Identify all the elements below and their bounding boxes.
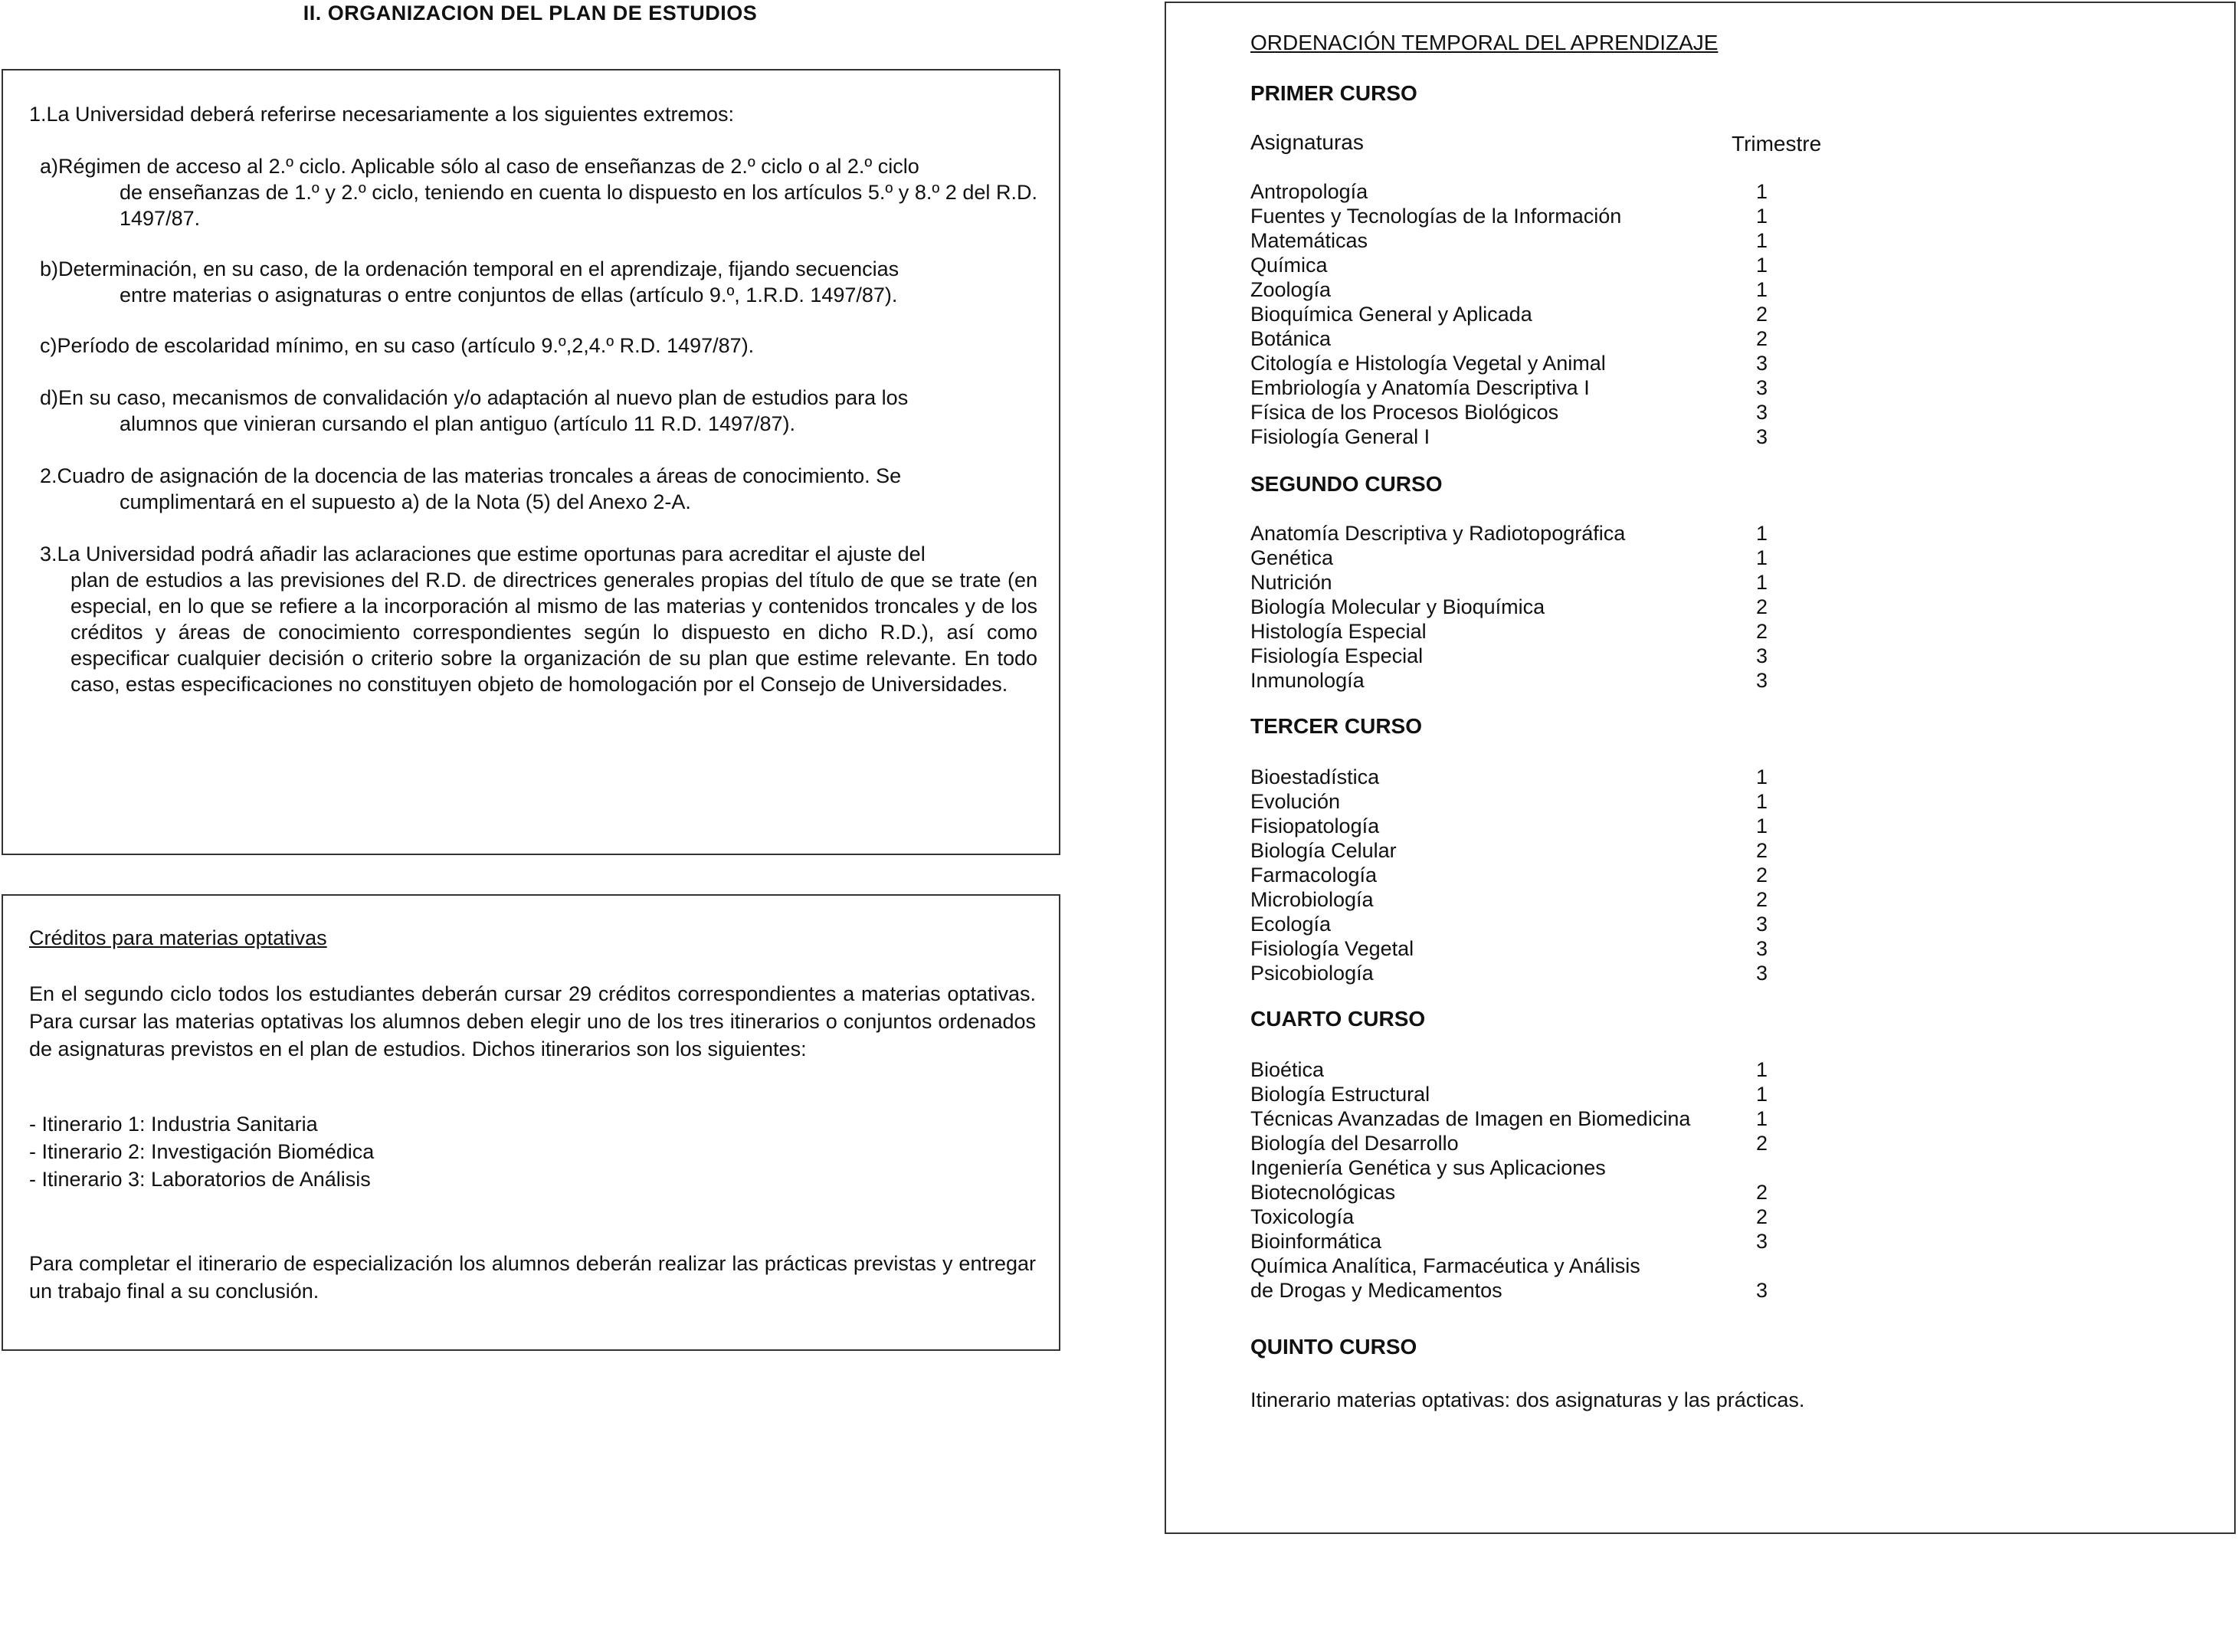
course-name: Bioética bbox=[1250, 1058, 1325, 1081]
table-row bbox=[1250, 326, 1833, 351]
table-row bbox=[1250, 668, 1833, 693]
course-name: Biología Molecular y Bioquímica bbox=[1250, 595, 1545, 618]
table-row bbox=[1250, 595, 1833, 619]
column-header-subject: Asignaturas bbox=[1250, 130, 1364, 154]
course-name: Zoología bbox=[1250, 278, 1332, 301]
course-name: Biotecnológicas bbox=[1250, 1181, 1396, 1204]
course-term: 2 bbox=[1756, 1132, 1768, 1155]
table-row bbox=[1250, 1106, 1833, 1131]
itinerary-list bbox=[29, 1110, 374, 1193]
course-name: Botánica bbox=[1250, 327, 1332, 350]
course-name: Microbiología bbox=[1250, 888, 1374, 911]
optional-credits-conclusion: Para completar el itinerario de especialización los alumnos deberán realizar las prácticas previstas y entregar un trabajo final a su conclusión. bbox=[29, 1252, 1036, 1303]
course-term: 1 bbox=[1756, 571, 1768, 594]
course-list-year-2 bbox=[1250, 521, 1833, 693]
course-term bbox=[1756, 1155, 1833, 1180]
course-list-year-3 bbox=[1250, 765, 1833, 985]
table-row bbox=[1250, 1155, 1833, 1180]
course-name: Citología e Histología Vegetal y Animal bbox=[1250, 352, 1606, 375]
table-row bbox=[1250, 961, 1833, 985]
table-row bbox=[1250, 1229, 1833, 1254]
year-heading-4: CUARTO CURSO bbox=[1250, 1007, 1426, 1031]
table-row bbox=[1250, 912, 1833, 936]
course-name: Evolución bbox=[1250, 790, 1341, 813]
table-row bbox=[1250, 179, 1833, 204]
table-row bbox=[1250, 351, 1833, 375]
table-row bbox=[1250, 936, 1833, 961]
table-row bbox=[1250, 424, 1833, 449]
course-name: Fisiología Vegetal bbox=[1250, 937, 1414, 960]
course-term: 1 bbox=[1756, 815, 1768, 837]
table-row bbox=[1250, 765, 1833, 789]
course-name: Química Analítica, Farmacéutica y Análisis bbox=[1250, 1254, 1640, 1277]
course-name: Biología del Desarrollo bbox=[1250, 1132, 1459, 1155]
course-term: 1 bbox=[1756, 790, 1768, 813]
course-term: 3 bbox=[1756, 425, 1768, 448]
course-name: Farmacología bbox=[1250, 864, 1378, 887]
table-row bbox=[1250, 228, 1833, 253]
course-name: Histología Especial bbox=[1250, 620, 1427, 643]
course-name: Embriología y Anatomía Descriptiva I bbox=[1250, 376, 1590, 399]
table-row bbox=[1250, 570, 1833, 595]
course-term: 3 bbox=[1756, 669, 1768, 692]
course-name: Bioestadística bbox=[1250, 765, 1380, 788]
course-term: 1 bbox=[1756, 229, 1768, 252]
course-name: Psicobiología bbox=[1250, 962, 1374, 985]
course-term: 3 bbox=[1756, 937, 1768, 960]
table-row bbox=[1250, 644, 1833, 668]
course-term: 2 bbox=[1756, 303, 1768, 326]
requirement-continuation: de enseñanzas de 1.º y 2.º ciclo, teniendo en cuenta lo dispuesto en los artículos 5.º y 8.º 2 del R.D. 1497/87. bbox=[120, 181, 1037, 230]
course-name: Ingeniería Genética y sus Aplicaciones bbox=[1250, 1156, 1606, 1179]
course-term: 1 bbox=[1756, 1083, 1768, 1106]
course-name: Inmunología bbox=[1250, 669, 1365, 692]
table-row bbox=[1250, 253, 1833, 277]
table-row bbox=[1250, 863, 1833, 887]
table-row bbox=[1250, 814, 1833, 838]
table-row bbox=[1250, 1254, 1833, 1278]
requirement-item-2 bbox=[40, 463, 1037, 515]
requirement-continuation: entre materias o asignaturas o entre conjuntos de ellas (artículo 9.º, 1.R.D. 1497/87). bbox=[120, 284, 898, 306]
requirement-lead: 3.La Universidad podrá añadir las aclaraciones que estime oportunas para acreditar el ajuste del bbox=[40, 542, 926, 565]
course-name: Física de los Procesos Biológicos bbox=[1250, 401, 1559, 424]
course-term: 1 bbox=[1756, 180, 1768, 203]
course-term: 3 bbox=[1756, 644, 1768, 667]
table-row bbox=[1250, 838, 1833, 863]
list-item: - Itinerario 3: Laboratorios de Análisis bbox=[29, 1168, 371, 1191]
table-row bbox=[1250, 887, 1833, 912]
course-name: Matemáticas bbox=[1250, 229, 1368, 252]
course-term bbox=[1756, 1254, 1833, 1278]
course-term: 3 bbox=[1756, 962, 1768, 985]
optional-credits-panel bbox=[2, 894, 1060, 1351]
requirement-item-a bbox=[40, 153, 1037, 231]
column-header-term: Trimestre bbox=[1732, 132, 1822, 156]
course-term: 1 bbox=[1756, 205, 1768, 228]
course-term: 2 bbox=[1756, 620, 1768, 643]
schedule-panel bbox=[1165, 2, 2236, 1534]
table-row bbox=[1250, 1057, 1833, 1082]
course-name: Fisiología General I bbox=[1250, 425, 1430, 448]
table-row bbox=[1250, 1082, 1833, 1106]
course-name: Química bbox=[1250, 254, 1328, 277]
table-row bbox=[1250, 1205, 1833, 1229]
course-term: 1 bbox=[1756, 254, 1768, 277]
requirements-intro: 1.La Universidad deberá referirse necesariamente a los siguientes extremos: bbox=[29, 103, 734, 126]
course-term: 1 bbox=[1756, 1107, 1768, 1130]
course-name: Toxicología bbox=[1250, 1205, 1355, 1228]
table-row bbox=[1250, 400, 1833, 424]
course-term: 2 bbox=[1756, 1181, 1768, 1204]
table-row bbox=[1250, 789, 1833, 814]
year-heading-2: SEGUNDO CURSO bbox=[1250, 472, 1443, 496]
requirement-lead: b)Determinación, en su caso, de la ordenación temporal en el aprendizaje, fijando secuencias bbox=[40, 257, 899, 280]
requirement-continuation: alumnos que vinieran cursando el plan antiguo (artículo 11 R.D. 1497/87). bbox=[120, 412, 796, 435]
optional-credits-paragraph: En el segundo ciclo todos los estudiantes deberán cursar 29 créditos correspondientes a materias optativas. Para cursar las materias optativas los alumnos deben elegir uno de los tres itinerarios o conjuntos ordenados de asignaturas previstos en el plan de estudios. Dichos itinerarios son los siguientes: bbox=[29, 982, 1036, 1060]
course-name: Fuentes y Tecnologías de la Información bbox=[1250, 205, 1622, 228]
course-name: Técnicas Avanzadas de Imagen en Biomedicina bbox=[1250, 1107, 1691, 1130]
requirement-item-3 bbox=[40, 541, 1037, 697]
course-term: 3 bbox=[1756, 352, 1768, 375]
year-heading-1: PRIMER CURSO bbox=[1250, 81, 1417, 105]
schedule-title: ORDENACIÓN TEMPORAL DEL APRENDIZAJE bbox=[1250, 31, 1719, 54]
table-row bbox=[1250, 546, 1833, 570]
course-name: Bioquímica General y Aplicada bbox=[1250, 303, 1532, 326]
fifth-year-note: Itinerario materias optativas: dos asignaturas y las prácticas. bbox=[1250, 1388, 1805, 1411]
course-name: Fisiopatología bbox=[1250, 815, 1380, 837]
table-row bbox=[1250, 521, 1833, 546]
course-term: 2 bbox=[1756, 888, 1768, 911]
table-row bbox=[1250, 277, 1833, 302]
course-name: Genética bbox=[1250, 546, 1334, 569]
course-term: 1 bbox=[1756, 546, 1768, 569]
course-term: 1 bbox=[1756, 522, 1768, 545]
course-term: 3 bbox=[1756, 913, 1768, 936]
course-name: Anatomía Descriptiva y Radiotopográfica bbox=[1250, 522, 1626, 545]
course-term: 2 bbox=[1756, 839, 1768, 862]
page-title: II. ORGANIZACION DEL PLAN DE ESTUDIOS bbox=[303, 2, 758, 25]
course-term: 2 bbox=[1756, 1205, 1768, 1228]
course-term: 1 bbox=[1756, 1058, 1768, 1081]
requirement-lead: d)En su caso, mecanismos de convalidación y/o adaptación al nuevo plan de estudios para los bbox=[40, 386, 909, 409]
table-row bbox=[1250, 1180, 1833, 1205]
course-term: 3 bbox=[1756, 376, 1768, 399]
requirement-continuation: plan de estudios a las previsiones del R.D. de directrices generales propias del título de que se trate (en especial, en lo que se refiere a la incorporación al mismo de las materias y contenidos troncales y de los créditos y áreas de conocimiento correspondientes según lo dispuesto en dicho R.D.), así como especificar cualquier decisión o criterio sobre la organización de su plan que estime relevante. En todo caso, estas especificaciones no constituyen objeto de homologación por el Consejo de Universidades. bbox=[70, 569, 1037, 696]
requirement-item-b bbox=[40, 256, 1037, 308]
requirement-lead: a)Régimen de acceso al 2.º ciclo. Aplicable sólo al caso de enseñanzas de 2.º ciclo o al 2.º ciclo bbox=[40, 155, 919, 178]
requirement-lead: 2.Cuadro de asignación de la docencia de las materias troncales a áreas de conocimiento. Se bbox=[40, 464, 902, 487]
course-term: 2 bbox=[1756, 327, 1768, 350]
table-row bbox=[1250, 1278, 1833, 1303]
course-term: 2 bbox=[1756, 864, 1768, 887]
course-name: Biología Celular bbox=[1250, 839, 1397, 862]
table-row bbox=[1250, 302, 1833, 326]
course-name: Biología Estructural bbox=[1250, 1083, 1430, 1106]
requirement-continuation: cumplimentará en el supuesto a) de la Nota (5) del Anexo 2-A. bbox=[120, 490, 691, 513]
year-heading-5: QUINTO CURSO bbox=[1250, 1335, 1417, 1359]
course-name: Fisiología Especial bbox=[1250, 644, 1424, 667]
table-row bbox=[1250, 619, 1833, 644]
course-name: Antropología bbox=[1250, 180, 1368, 203]
course-name: Nutrición bbox=[1250, 571, 1332, 594]
optional-credits-title: Créditos para materias optativas bbox=[29, 926, 327, 949]
course-term: 3 bbox=[1756, 1230, 1768, 1253]
course-term: 2 bbox=[1756, 595, 1768, 618]
course-name: Bioinformática bbox=[1250, 1230, 1382, 1253]
course-term: 1 bbox=[1756, 765, 1768, 788]
requirements-panel bbox=[2, 69, 1060, 855]
course-name: de Drogas y Medicamentos bbox=[1250, 1279, 1502, 1302]
course-term: 3 bbox=[1756, 401, 1768, 424]
table-row bbox=[1250, 1131, 1833, 1155]
table-row bbox=[1250, 375, 1833, 400]
list-item: - Itinerario 1: Industria Sanitaria bbox=[29, 1113, 318, 1136]
requirement-lead: c)Período de escolaridad mínimo, en su caso (artículo 9.º,2,4.º R.D. 1497/87). bbox=[40, 334, 755, 357]
requirement-item-d bbox=[40, 385, 1037, 437]
requirement-item-c bbox=[40, 333, 1037, 359]
course-list-year-4 bbox=[1250, 1057, 1833, 1303]
course-list-year-1 bbox=[1250, 179, 1833, 449]
year-heading-3: TERCER CURSO bbox=[1250, 714, 1423, 738]
list-item: - Itinerario 2: Investigación Biomédica bbox=[29, 1140, 375, 1163]
course-name: Ecología bbox=[1250, 913, 1332, 936]
course-term: 3 bbox=[1756, 1279, 1768, 1302]
table-row bbox=[1250, 204, 1833, 228]
course-term: 1 bbox=[1756, 278, 1768, 301]
